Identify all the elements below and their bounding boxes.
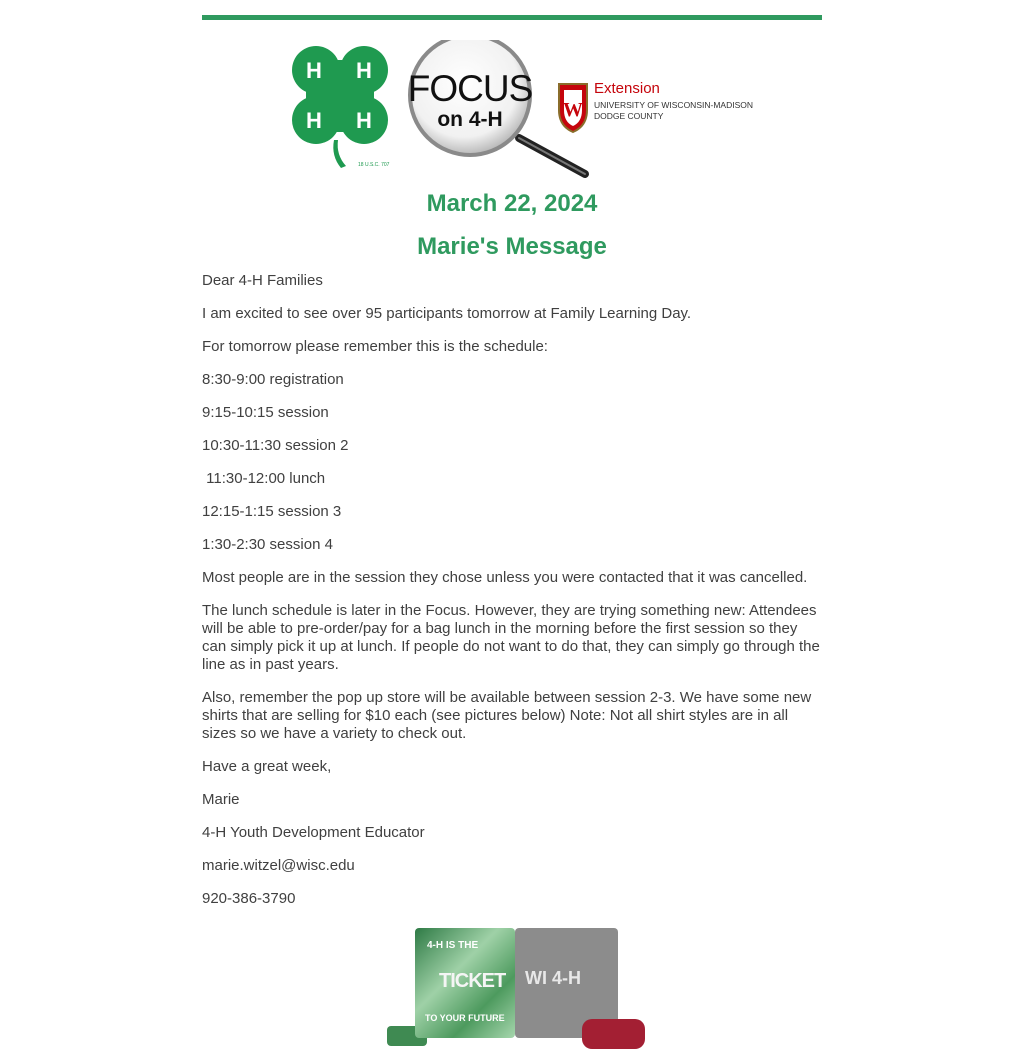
- shirt-text: TICKET: [439, 970, 506, 992]
- focus-subtitle: on 4-H: [437, 108, 503, 131]
- focus-title: FOCUS: [407, 68, 533, 109]
- schedule-item: 10:30-11:30 session 2: [202, 437, 349, 454]
- svg-text:H: H: [306, 58, 322, 83]
- extension-county: DODGE COUNTY: [594, 111, 664, 121]
- schedule-item: 1:30-2:30 session 4: [202, 536, 333, 553]
- page-title: Marie's Message: [417, 233, 607, 260]
- schedule-item: 8:30-9:00 registration: [202, 371, 344, 388]
- svg-text:18 U.S.C. 707: 18 U.S.C. 707: [358, 162, 390, 168]
- schedule-intro: For tomorrow please remember this is the schedule:: [202, 338, 548, 355]
- signature-name: Marie: [202, 791, 240, 808]
- signature-email[interactable]: marie.witzel@wisc.edu: [202, 857, 355, 874]
- header-banner: [202, 20, 822, 175]
- newsletter: [202, 15, 822, 1048]
- shirt-text: TO YOUR FUTURE: [425, 1013, 505, 1023]
- store-note: Also, remember the pop up store will be available between session 2-3. We have some new shirts that are selling for $10 each (see pictures below) Note: Not all shirt styles are in all sizes so we have a variety to check out.: [202, 689, 812, 742]
- intro-text: I am excited to see over 95 participants tomorrow at Family Learning Day.: [202, 305, 692, 322]
- schedule-item: 11:30-12:00 lunch: [202, 470, 326, 487]
- clover-logo-icon: [278, 40, 402, 172]
- schedule-item: 12:15-1:15 session 3: [202, 503, 342, 520]
- extension-name: Extension: [594, 80, 660, 97]
- svg-text:W: W: [563, 99, 583, 121]
- closing-text: Have a great week,: [202, 758, 332, 775]
- shirt-photos: [202, 928, 822, 1048]
- extension-university: UNIVERSITY OF WISCONSIN-MADISON: [594, 100, 753, 110]
- shirt-text: 4-H IS THE: [427, 940, 479, 951]
- session-note: Most people are in the session they chose unless you were contacted that it was cancelled.: [202, 569, 808, 586]
- lunch-note: The lunch schedule is later in the Focus. However, they are trying something new: Attendees will be able to pre-order/pay for a bag lunch in the morning before the first session so they can simply pick it up at lunch. If people do not want to do that, they can simply go through the line as in past years.: [202, 602, 820, 673]
- schedule-item: 9:15-10:15 session: [202, 404, 329, 421]
- svg-text:H: H: [306, 108, 322, 133]
- shirt-photo-ticket: [415, 928, 515, 1038]
- svg-text:H: H: [356, 58, 372, 83]
- signature-role: 4-H Youth Development Educator: [202, 824, 425, 841]
- uw-crest-icon: [557, 80, 589, 134]
- greeting: Dear 4-H Families: [202, 272, 323, 289]
- svg-text:H: H: [356, 108, 372, 133]
- signature-phone: 920-386-3790: [202, 890, 296, 907]
- newsletter-date: March 22, 2024: [426, 190, 598, 217]
- extension-logo: [557, 80, 757, 140]
- shirt-text: WI 4-H: [525, 968, 581, 988]
